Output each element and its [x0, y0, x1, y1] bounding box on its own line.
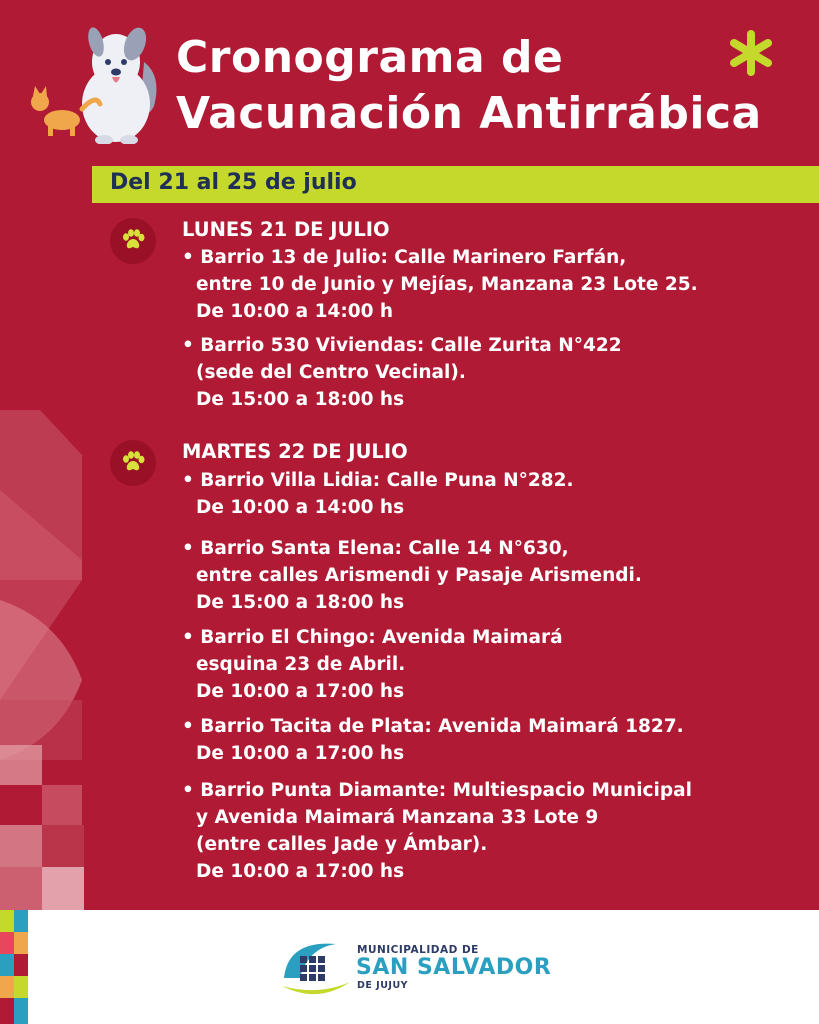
entry-line: esquina 23 de Abril. — [196, 654, 406, 675]
title-line-2: Vacunación Antirrábica — [176, 88, 762, 139]
location-entry — [182, 777, 692, 885]
entry-line: entre calles Arismendi y Pasaje Arismendi. — [196, 565, 642, 586]
entry-line: • Barrio Santa Elena: Calle 14 N°630, — [182, 538, 569, 559]
entry-line: • Barrio El Chingo: Avenida Maimará — [182, 627, 563, 648]
logo-text-jujuy: DE JUJUY — [357, 980, 409, 991]
entry-line: De 10:00 a 17:00 hs — [196, 681, 405, 702]
colorful-stripes-decoration — [0, 910, 30, 1024]
date-range-banner — [92, 166, 819, 203]
entry-line: De 10:00 a 17:00 hs — [196, 861, 405, 882]
entry-line: entre 10 de Junio y Mejías, Manzana 23 Lote 25. — [196, 274, 698, 295]
entry-line: • Barrio Villa Lidia: Calle Puna N°282. — [182, 470, 574, 491]
location-entry — [182, 332, 622, 413]
location-entry — [182, 624, 563, 705]
date-range: Del 21 al 25 de julio — [110, 170, 357, 195]
entry-line: De 10:00 a 14:00 hs — [196, 497, 405, 518]
entry-line: De 15:00 a 18:00 hs — [196, 389, 405, 410]
location-entry — [182, 713, 684, 767]
day-title: LUNES 21 DE JULIO — [182, 218, 390, 241]
page-title — [176, 30, 762, 142]
entry-line: (sede del Centro Vecinal). — [196, 362, 466, 383]
dog-and-cat-illustration — [26, 14, 166, 144]
entry-line: y Avenida Maimará Manzana 33 Lote 9 — [196, 807, 599, 828]
title-line-1: Cronograma de — [176, 32, 564, 83]
entry-line: • Barrio 13 de Julio: Calle Marinero Farfán, — [182, 247, 627, 268]
entry-line: De 15:00 a 18:00 hs — [196, 592, 405, 613]
entry-line: De 10:00 a 17:00 hs — [196, 743, 405, 764]
location-entry — [182, 467, 574, 521]
entry-line: • Barrio 530 Viviendas: Calle Zurita N°422 — [182, 335, 622, 356]
entry-line: (entre calles Jade y Ámbar). — [196, 834, 488, 855]
paw-icon — [110, 440, 156, 486]
paw-icon — [110, 218, 156, 264]
location-entry — [182, 244, 698, 325]
entry-line: • Barrio Punta Diamante: Multiespacio Municipal — [182, 780, 692, 801]
location-entry — [182, 535, 642, 616]
logo-text-san-salvador: SAN SALVADOR — [356, 955, 552, 980]
asterisk-icon — [728, 30, 774, 76]
entry-line: • Barrio Tacita de Plata: Avenida Maimará 1827. — [182, 716, 684, 737]
day-title: MARTES 22 DE JULIO — [182, 440, 408, 463]
entry-line: De 10:00 a 14:00 h — [196, 301, 394, 322]
logo-text-municipalidad: MUNICIPALIDAD DE — [357, 944, 479, 956]
